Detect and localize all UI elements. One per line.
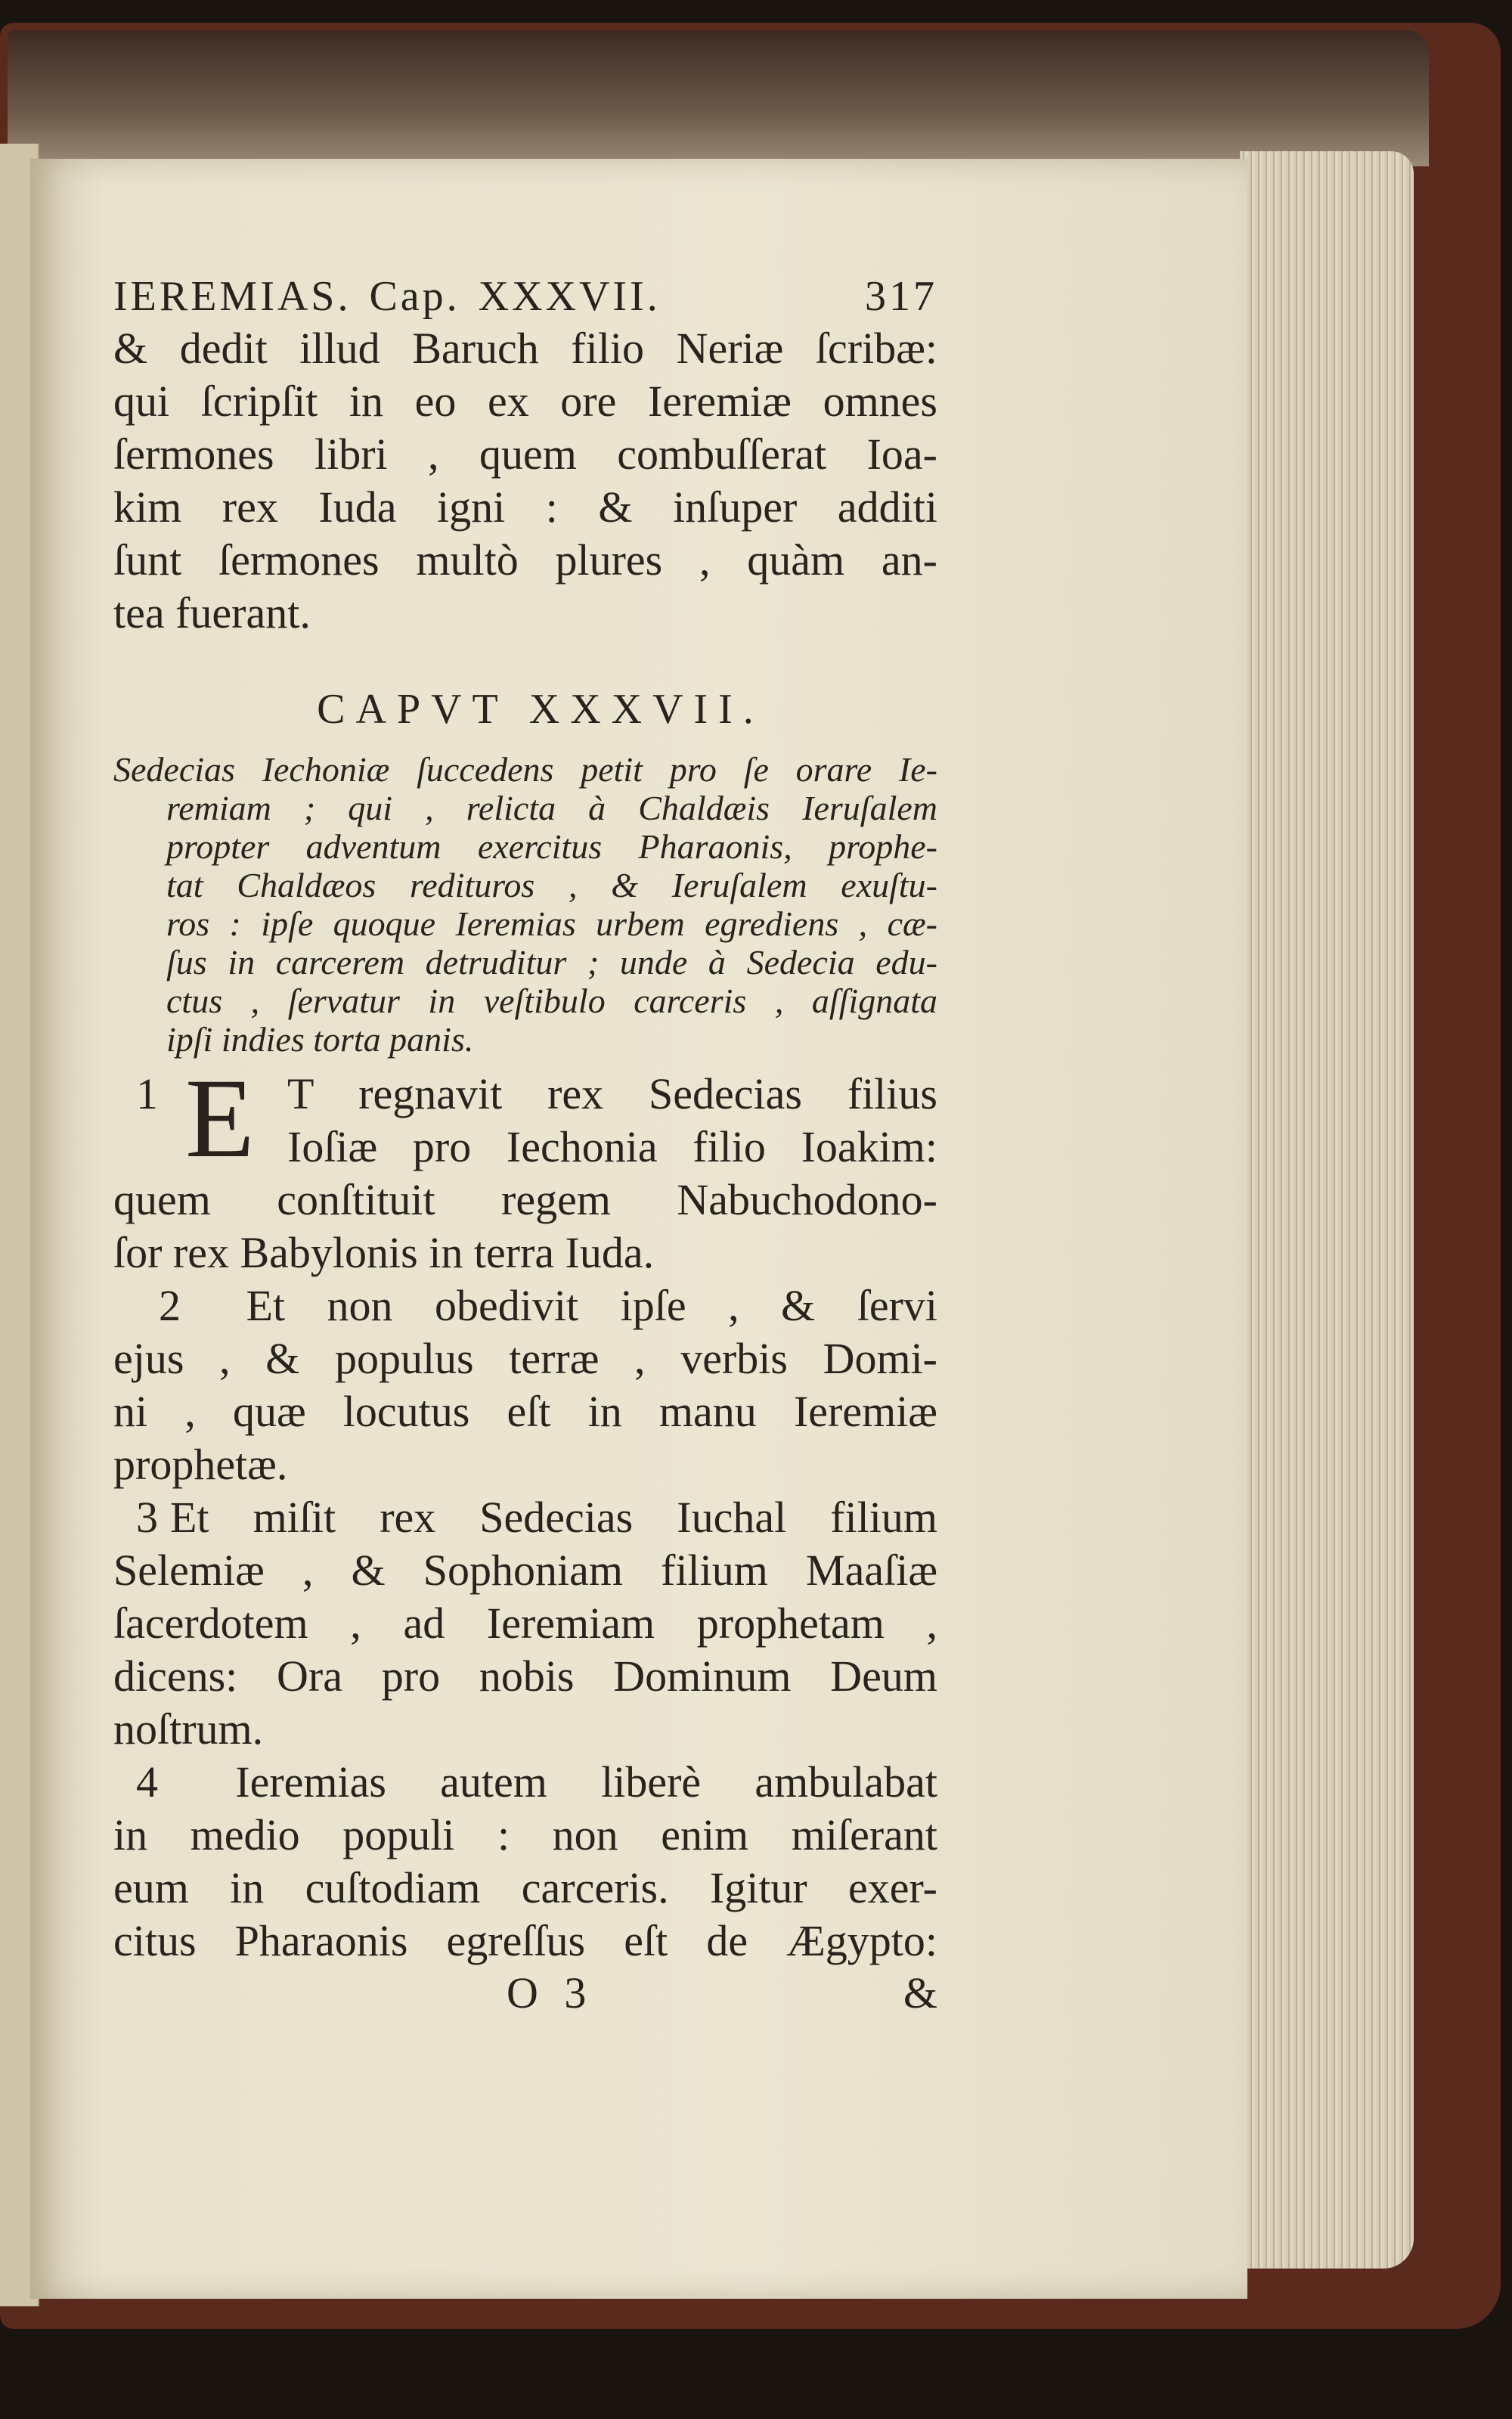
summary-line: ſus in carcerem detruditur ; unde à Sedecia edu- [166, 943, 937, 982]
summary-line: ctus , ſervatur in veſtibulo carceris , aſſignata [166, 982, 937, 1020]
text-line [113, 1491, 937, 1544]
summary-line: ros : ipſe quoque Ieremias urbem egrediens , cæ- [166, 904, 937, 943]
summary-line: propter adventum exercitus Pharaonis, prophe- [166, 827, 937, 866]
text-line: tea fuerant. [113, 588, 311, 637]
verse-3 [113, 1491, 937, 1756]
text-line: quem conſtituit regem Nabuchodono- [113, 1175, 937, 1224]
text-line: ſunt ſermones multò plures , quàm an- [113, 535, 937, 585]
catchword: & [903, 1968, 937, 2017]
verse-4 [113, 1756, 937, 1968]
page-block-edges [1240, 151, 1414, 2269]
summary-line: Sedecias Iechoniæ ſuccedens petit pro ſe orare Ie- [113, 750, 937, 789]
text-line: ſermones libri , quem combuſſerat Ioa- [113, 430, 937, 479]
text-line: citus Pharaonis egreſſus eſt de Ægypto: [113, 1916, 937, 1965]
text-line: kim rex Iuda igni : & inſuper additi [113, 482, 937, 532]
text-line: Selemiæ , & Sophoniam filium Maaſiæ [113, 1546, 937, 1595]
page-footer [113, 1968, 937, 2028]
verse-number: 4 [136, 1757, 158, 1806]
text-line: Ioſiæ pro Iechonia filio Ioakim: [287, 1122, 937, 1171]
text-line-content: Et non obedivit ipſe , & ſervi [246, 1281, 937, 1330]
text-line: in medio populi : non enim miſerant [113, 1810, 937, 1859]
summary-line: ipſi indies torta panis. [166, 1020, 474, 1059]
page-number: 317 [865, 273, 937, 320]
text-line: ejus , & populus terræ , verbis Domi- [113, 1334, 937, 1383]
text-line: qui ſcripſit in eo ex ore Ieremiæ omnes [113, 377, 937, 426]
verse-number: 2 [159, 1281, 181, 1330]
page-content [113, 272, 937, 2028]
text-line [113, 1756, 937, 1809]
text-line: noſtrum. [113, 1704, 264, 1754]
text-line: ſacerdotem , ad Ieremiam prophetam , [113, 1599, 937, 1648]
running-head [113, 272, 937, 322]
verse-number: 3 [136, 1493, 158, 1542]
text-line: ni , quæ locutus eſt in manu Ieremiæ [113, 1387, 937, 1436]
summary-line: tat Chaldæos redituros , & Ieruſalem exuſtu- [166, 866, 937, 904]
chapter-title: CAPVT XXXVII. [317, 686, 764, 733]
signature-mark: O 3 [507, 1968, 594, 2017]
text-line: ſor rex Babylonis in terra Iuda. [113, 1228, 655, 1277]
text-line: eum in cuſtodiam carceris. Igitur exer- [113, 1863, 937, 1912]
text-line-content: Ieremias autem liberè ambulabat [235, 1757, 938, 1806]
verse-1 [113, 1056, 937, 1279]
verse-number: 1 [136, 1069, 158, 1118]
text-line-content: T regnavit rex Sedecias filius [287, 1069, 937, 1118]
chapter-summary [113, 750, 937, 1059]
previous-chapter-ending [113, 322, 937, 640]
text-line: & dedit illud Baruch filio Neriæ ſcribæ: [113, 324, 937, 373]
text-line: prophetæ. [113, 1440, 288, 1489]
drop-cap: E [185, 1056, 255, 1181]
verse-2 [113, 1279, 937, 1491]
book-top-edge [8, 30, 1429, 166]
text-line-content: Et miſit rex Sedecias Iuchal filium [170, 1493, 937, 1542]
text-line: dicens: Ora pro nobis Dominum Deum [113, 1651, 937, 1701]
running-title: IEREMIAS. Cap. XXXVII. [113, 273, 661, 320]
text-line [113, 1279, 937, 1332]
summary-line: remiam ; qui , relicta à Chaldæis Ieruſalem [166, 789, 937, 827]
